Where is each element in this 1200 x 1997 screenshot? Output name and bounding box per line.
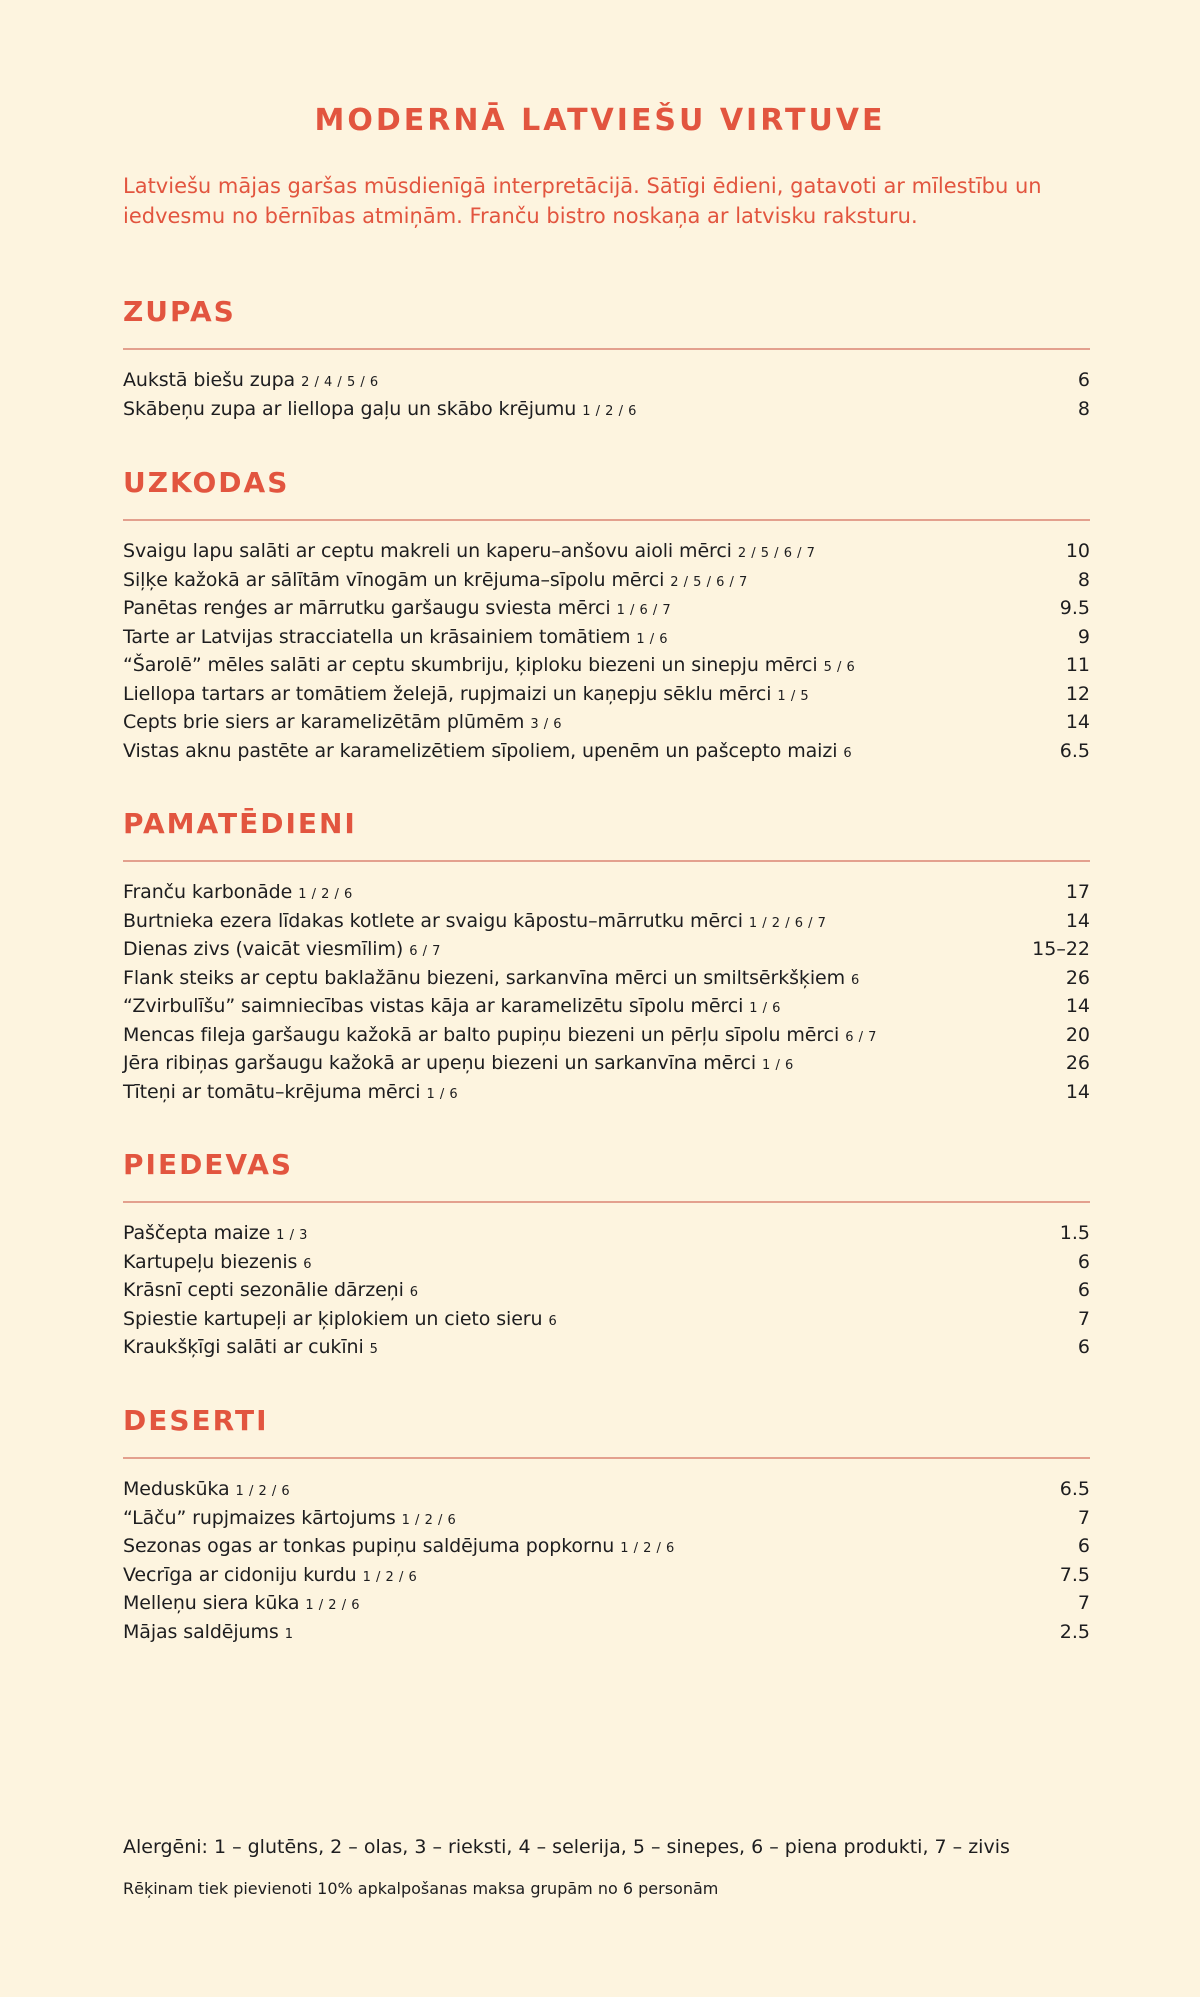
menu-item-description <box>123 566 748 598</box>
menu-item <box>123 1532 1090 1561</box>
menu-item-description <box>123 1504 456 1536</box>
menu-item <box>123 964 1090 993</box>
menu-item-allergens: 1 / 2 / 6 / 7 <box>748 915 827 931</box>
menu-item <box>123 992 1090 1021</box>
menu-item-price: 6.5 <box>1059 1478 1090 1500</box>
menu-item-list <box>123 1219 1090 1362</box>
menu-item-allergens: 1 / 6 <box>749 1001 781 1016</box>
section-heading: PAMATĒDIENI <box>123 807 357 840</box>
menu-item-description <box>123 907 826 939</box>
section-uzkodas <box>123 461 1090 765</box>
menu-item-price: 15–22 <box>1032 938 1090 960</box>
menu-item-description <box>123 1475 290 1507</box>
menu-item-name: Liellopa tartars ar tomātiem želejā, rupjmaizi un kaņepju sēklu mērci <box>123 682 772 705</box>
menu-item <box>123 537 1090 566</box>
menu-item-allergens: 2 / 5 / 6 / 7 <box>670 574 748 590</box>
menu-item-description <box>123 366 379 398</box>
menu-item-name: “Šarolē” mēles salāti ar ceptu skumbriju, ķiploku biezeni un sinepju mērci <box>123 654 818 676</box>
menu-item-name: Krāsnī cepti sezonālie dārzeņi <box>123 1279 404 1301</box>
menu-item-allergens: 1 / 6 <box>636 631 669 647</box>
menu-item-description <box>123 1078 458 1110</box>
menu-item-name: Aukstā biešu zupa <box>123 369 296 391</box>
menu-item-price: 9 <box>1077 625 1090 648</box>
menu-item-description <box>123 537 815 569</box>
menu-item-description <box>123 594 671 626</box>
menu-item-name: Svaigu lapu salāti ar ceptu makreli un kaperu–anšovu aioli mērci <box>123 540 732 562</box>
menu-item-name: Vecrīga ar cidoniju kurdu <box>123 1563 357 1586</box>
menu-item-name: Franču karbonāde <box>123 881 293 903</box>
menu-item-price: 2.5 <box>1059 1620 1090 1643</box>
menu-item <box>123 737 1090 766</box>
section-divider <box>123 519 1090 521</box>
menu-item-price: 14 <box>1065 909 1090 932</box>
menu-item <box>123 651 1090 680</box>
menu-item-description <box>123 680 809 712</box>
menu-item-price: 26 <box>1065 1052 1090 1074</box>
service-charge-note: Rēķinam tiek pievienoti 10% apkalpošanas maksa grupām no 6 personām <box>123 1879 719 1898</box>
menu-item-price: 17 <box>1065 881 1090 903</box>
allergen-legend: Alergēni: 1 – glutēns, 2 – olas, 3 – rieksti, 4 – selerija, 5 – sinepes, 6 – piena produkti, 7 – zivis <box>123 1836 1010 1858</box>
menu-item-price: 11 <box>1065 654 1090 676</box>
menu-item-description <box>123 992 781 1024</box>
menu-item-allergens: 3 / 6 <box>530 717 562 732</box>
section-zupas <box>123 290 1090 423</box>
menu-item-list <box>123 1475 1090 1646</box>
menu-item-price: 1.5 <box>1059 1222 1090 1244</box>
menu-item-list <box>123 366 1090 423</box>
menu-item-allergens: 1 / 2 / 6 <box>362 1569 418 1585</box>
menu-item-name: Sezonas ogas ar tonkas pupiņu saldējuma popkornu <box>123 1535 615 1557</box>
menu-item <box>123 1504 1090 1533</box>
section-divider <box>123 348 1090 350</box>
menu-item-allergens: 1 / 6 / 7 <box>616 603 672 618</box>
menu-item-name: Tarte ar Latvijas stracciatella un krāsainiem tomātiem <box>123 625 631 648</box>
menu-item <box>123 708 1090 737</box>
menu-item-name: Mencas fileja garšaugu kažokā ar balto pupiņu biezeni un pērļu sīpolu mērci <box>123 1023 840 1046</box>
menu-item-name: Spiestie kartupeļi ar ķiplokiem un cieto sieru <box>123 1307 543 1330</box>
menu-item-price: 6 <box>1077 1535 1090 1557</box>
menu-item-price: 6.5 <box>1059 739 1090 762</box>
menu-item-name: Jēra ribiņas garšaugu kažokā ar upeņu biezeni un sarkanvīna mērci <box>123 1052 757 1074</box>
menu-item <box>123 366 1090 395</box>
menu-item <box>123 594 1090 623</box>
menu-item <box>123 1589 1090 1618</box>
menu-item-description <box>123 1561 417 1593</box>
section-deserti <box>123 1399 1090 1646</box>
menu-item-name: Kraukšķīgi salāti ar cukīni <box>123 1336 364 1358</box>
menu-item-allergens: 6 <box>548 1313 558 1329</box>
menu-item <box>123 1305 1090 1334</box>
menu-item-allergens: 6 / 7 <box>409 944 441 959</box>
menu-item-name: Panētas renģes ar mārrutku garšaugu sviesta mērci <box>123 597 611 619</box>
menu-item-allergens: 1 / 2 / 6 <box>235 1484 291 1499</box>
menu-item <box>123 1078 1090 1107</box>
menu-item-name: Skābeņu zupa ar liellopa gaļu un skābo krējumu <box>123 397 577 420</box>
section-divider <box>123 860 1090 862</box>
menu-item-description <box>123 1305 557 1337</box>
menu-item-allergens: 5 / 6 <box>823 660 856 675</box>
menu-item <box>123 1021 1090 1050</box>
menu-item-price: 26 <box>1065 966 1090 989</box>
menu-item-allergens: 1 <box>284 1626 294 1642</box>
menu-item-price: 8 <box>1077 397 1090 420</box>
menu-item-allergens: 1 / 3 <box>276 1228 308 1243</box>
menu-item-allergens: 1 / 6 <box>762 1058 794 1073</box>
menu-item-description <box>123 1532 675 1564</box>
menu-item-price: 14 <box>1065 711 1090 733</box>
section-divider <box>123 1457 1090 1459</box>
menu-item-price: 7 <box>1077 1307 1090 1330</box>
menu-item-price: 6 <box>1077 1250 1090 1273</box>
menu-item-description <box>123 651 855 683</box>
menu-item <box>123 1618 1090 1647</box>
menu-item-description <box>123 1248 312 1280</box>
menu-item-description <box>123 1589 360 1621</box>
menu-item-description <box>123 935 441 967</box>
menu-item-description <box>123 1276 419 1308</box>
menu-item-allergens: 1 / 2 / 6 <box>582 403 637 419</box>
menu-item-price: 9.5 <box>1059 597 1090 619</box>
menu-item-allergens: 6 <box>409 1285 419 1300</box>
menu-item-description <box>123 737 852 769</box>
menu-item-description <box>123 1219 308 1251</box>
menu-item <box>123 935 1090 964</box>
menu-item-price: 20 <box>1065 1023 1090 1046</box>
menu-item-name: Burtnieka ezera līdakas kotlete ar svaigu kāpostu–mārrutku mērci <box>123 909 743 932</box>
menu-item-price: 6 <box>1077 1279 1090 1301</box>
menu-item-description <box>123 1618 293 1650</box>
menu-item-allergens: 2 / 5 / 6 / 7 <box>737 546 816 561</box>
menu-item-allergens: 1 / 6 <box>426 1086 459 1102</box>
section-heading: UZKODAS <box>123 466 290 499</box>
menu-item-description <box>123 1333 378 1365</box>
menu-item-price: 7 <box>1077 1506 1090 1529</box>
menu-item <box>123 680 1090 709</box>
menu-item <box>123 623 1090 652</box>
menu-item-price: 6 <box>1077 369 1090 391</box>
menu-item-allergens: 6 <box>303 1256 313 1272</box>
menu-item-allergens: 1 / 5 <box>777 688 810 704</box>
section-heading: ZUPAS <box>123 295 236 328</box>
menu-item-name: Vistas aknu pastēte ar karamelizētiem sīpoliem, upenēm un pašcepto maizi <box>123 739 838 762</box>
menu-item-allergens: 1 / 2 / 6 <box>298 887 353 902</box>
menu-item-name: “Lāču” rupjmaizes kārtojums <box>123 1506 396 1529</box>
menu-item <box>123 878 1090 907</box>
menu-item-price: 7 <box>1077 1592 1090 1614</box>
menu-item-price: 14 <box>1065 995 1090 1017</box>
menu-item-price: 6 <box>1077 1336 1090 1358</box>
menu-item-name: “Zvirbulīšu” saimniecības vistas kāja ar karamelizētu sīpolu mērci <box>123 995 744 1017</box>
menu-item-name: Dienas zivs (vaicāt viesmīlim) <box>123 938 404 960</box>
menu-item <box>123 395 1090 424</box>
menu-item <box>123 1219 1090 1248</box>
menu-item-description <box>123 395 637 427</box>
menu-item-price: 14 <box>1065 1080 1090 1103</box>
menu-item <box>123 1333 1090 1362</box>
menu-item-description <box>123 1049 794 1081</box>
menu-item <box>123 1049 1090 1078</box>
section-divider <box>123 1201 1090 1203</box>
menu-item-description <box>123 878 353 910</box>
menu-item-name: Paščepta maize <box>123 1222 271 1244</box>
menu-item-allergens: 6 / 7 <box>845 1029 877 1045</box>
menu-item-description <box>123 1021 877 1053</box>
menu-item-description <box>123 964 860 996</box>
menu-item <box>123 1248 1090 1277</box>
menu-item-name: Meduskūka <box>123 1478 230 1500</box>
section-heading: PIEDEVAS <box>123 1148 294 1181</box>
menu-item-name: Cepts brie siers ar karamelizētām plūmēm <box>123 711 525 733</box>
menu-title: MODERNĀ LATVIEŠU VIRTUVE <box>314 103 886 138</box>
menu-item-allergens: 6 <box>843 745 853 761</box>
menu-item-price: 12 <box>1065 682 1090 705</box>
menu-item-allergens: 2 / 4 / 5 / 6 <box>301 375 379 390</box>
menu-item-allergens: 1 / 2 / 6 <box>620 1541 675 1556</box>
section-piedevas <box>123 1143 1090 1362</box>
menu-item-allergens: 6 <box>851 972 860 988</box>
menu-item-name: Flank steiks ar ceptu baklažānu biezeni, sarkanvīna mērci un smiltsērkšķiem <box>123 966 846 989</box>
menu-item-name: Kartupeļu biezenis <box>123 1250 298 1273</box>
menu-item-price: 8 <box>1077 568 1090 591</box>
menu-item-name: Siļķe kažokā ar sālītām vīnogām un krējuma–sīpolu mērci <box>123 568 665 591</box>
menu-item <box>123 1561 1090 1590</box>
menu-item-list <box>123 537 1090 765</box>
menu-item <box>123 1276 1090 1305</box>
menu-item-price: 7.5 <box>1059 1563 1090 1586</box>
menu-item-allergens: 5 <box>369 1342 379 1357</box>
menu-item-list <box>123 878 1090 1106</box>
menu-item-description <box>123 623 668 655</box>
menu-item-name: Tīteņi ar tomātu–krējuma mērci <box>123 1080 421 1103</box>
menu-item-price: 10 <box>1065 540 1090 562</box>
menu-item-allergens: 1 / 2 / 6 <box>401 1512 457 1528</box>
section-pamatedieni <box>123 802 1090 1106</box>
menu-item-description <box>123 708 562 740</box>
menu-item <box>123 907 1090 936</box>
menu-item-name: Mājas saldējums <box>123 1620 279 1643</box>
menu-item <box>123 1475 1090 1504</box>
menu-item-allergens: 1 / 2 / 6 <box>305 1598 360 1613</box>
menu-item <box>123 566 1090 595</box>
menu-intro: Latviešu mājas garšas mūsdienīgā interpretācijā. Sātīgi ēdieni, gatavoti ar mīlestību un iedvesmu no bērnības atmiņām. Franču bistro noskaņa ar latvisku raksturu. <box>123 174 1042 228</box>
section-heading: DESERTI <box>123 1404 269 1437</box>
menu-item-name: Melleņu siera kūka <box>123 1592 300 1614</box>
